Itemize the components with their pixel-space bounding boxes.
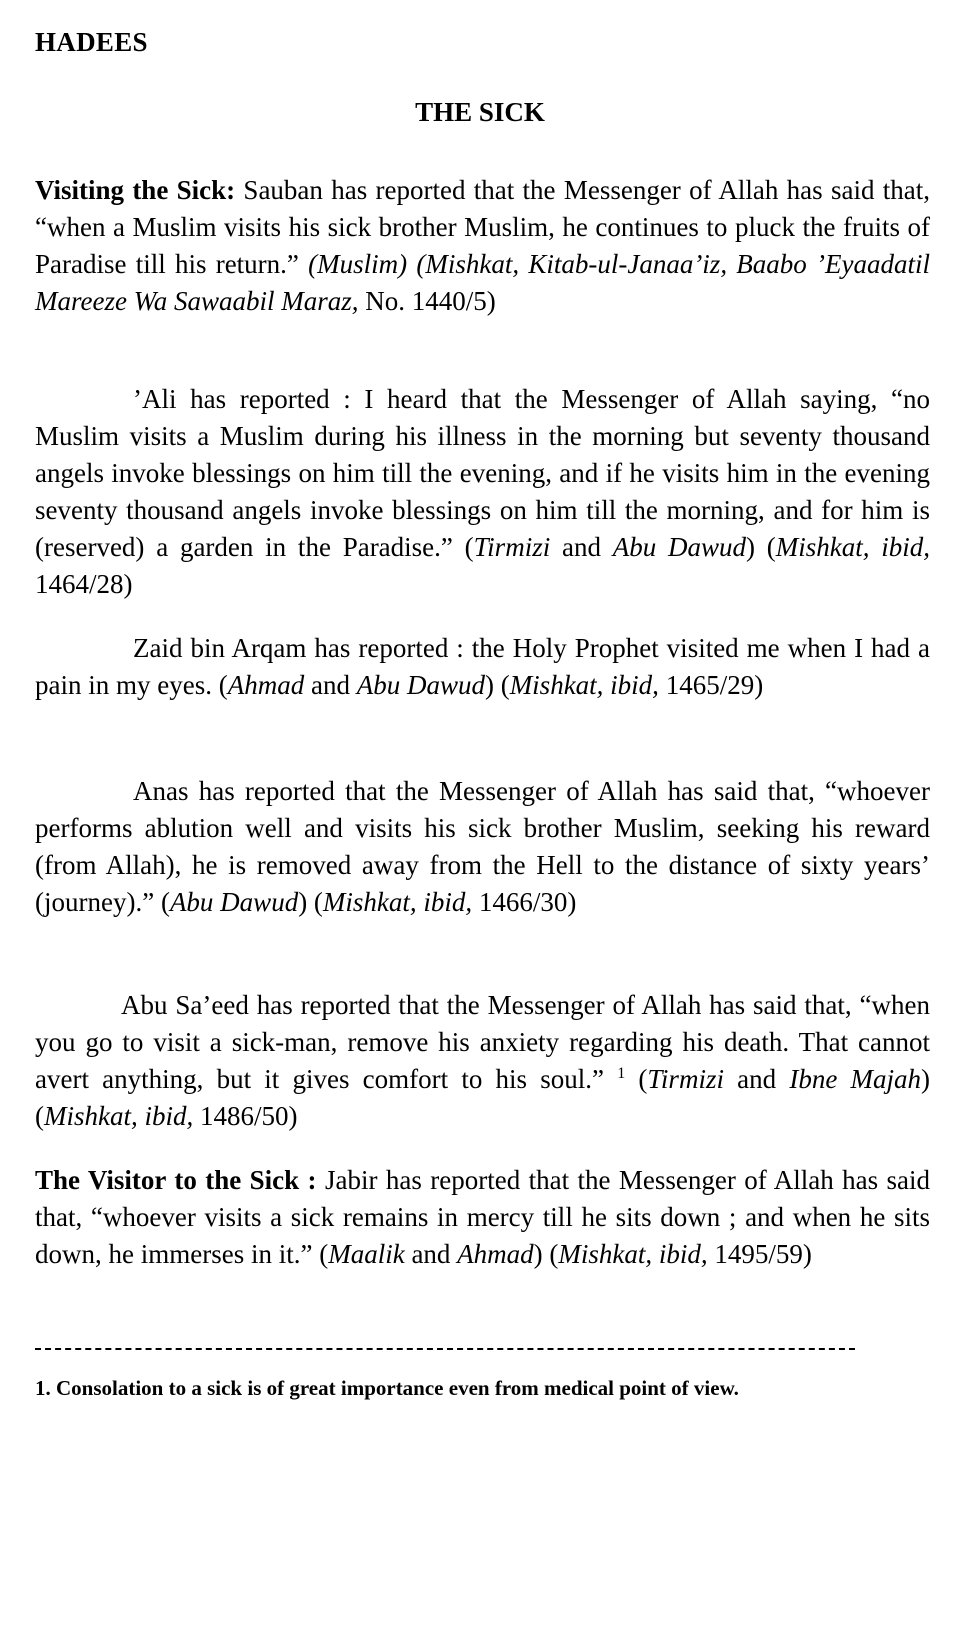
citation-source: Ahmad	[457, 1239, 534, 1269]
citation-source: Mishkat, ibid,	[322, 887, 473, 917]
paragraph-abu-saeed-report: Abu Sa’eed has reported that the Messenger of Allah has said that, “when you go to visit a sick-man, remove his anxiety regarding his death. That cannot avert anything, but it gives comfort to his soul.” $^1$ (Tirmizi and Ibne Majah) (Mishkat, ibid, 1486/50)	[35, 990, 931, 1131]
citation-number: 1465/29)	[658, 670, 764, 700]
citation-source: Tirmizi	[647, 1064, 724, 1094]
footnote-reference[interactable]: 1	[617, 1065, 626, 1082]
paragraph-anas-report: Anas has reported that the Messenger of Allah has said that, “whoever performs ablution well and visits his sick brother Muslim, seeking his reward (from Allah), he is removed away from the Hell to the distance of sixty years’ (journey).” (Abu Dawud) (Mishkat, ibid, 1466/30)	[35, 776, 930, 917]
citation-number: No. 1440/5)	[358, 286, 496, 316]
chapter-title: THE SICK	[415, 97, 545, 127]
citation-source: Mishkat, ibid,	[509, 670, 659, 700]
citation-source: Abu Dawud	[169, 887, 299, 917]
citation-source: Tirmizi	[473, 532, 551, 562]
citation-number: 1495/59)	[707, 1239, 812, 1269]
paragraph-zaid-report: Zaid bin Arqam has reported : the Holy Prophet visited me when I had a pain in my eyes. (Ahmad and Abu Dawud) (Mishkat, ibid, 1465/29)	[35, 633, 930, 700]
citation-source: Ibne Majah	[789, 1064, 922, 1094]
footnote-divider	[35, 1348, 855, 1350]
citation-source: Mishkat, ibid,	[775, 532, 931, 562]
section-heading-visiting: Visiting the Sick:	[35, 175, 236, 205]
paragraph-visiting-the-sick	[35, 172, 930, 320]
paragraph-text: Jabir has reported that the Messenger of Allah has said that, “whoever visits a sick remains in mercy till he sits down ; and when he sits down, he immerses in it.” (	[35, 1165, 930, 1269]
footnote: 1. Consolation to a sick is of great importance even from medical point of view.	[35, 1376, 739, 1400]
paragraph-text: Abu Sa’eed has reported that the Messenger of Allah has said that, “when you go to visit a sick-man, remove his anxiety regarding his death. That cannot avert anything, but it gives comfort to his soul.”	[35, 990, 930, 1094]
citation-source: Maalik	[328, 1239, 405, 1269]
citation-number: 1486/50)	[193, 1101, 298, 1131]
section-heading-visitor: The Visitor to the Sick :	[35, 1165, 317, 1195]
citation-source: Abu Dawud	[356, 670, 485, 700]
paragraph-text: Sauban has reported that the Messenger of Allah has said that, “when a Muslim visits his sick brother Muslim, he continues to pluck the fruits of Paradise till his return.”	[35, 175, 931, 279]
citation-source: (Muslim)	[308, 249, 408, 279]
book-title: HADEES	[35, 27, 148, 57]
paragraph-text: Zaid bin Arqam has reported : the Holy Prophet visited me when I had a pain in my eyes. (	[35, 633, 930, 700]
citation-number: 1464/28)	[35, 569, 133, 599]
paragraph-text: ’Ali has reported : I heard that the Messenger of Allah saying, “no Muslim visits a Muslim during his illness in the morning but seventy thousand angels invoke blessings on him till the evening, and if he visits him in the evening seventy thousand angels invoke blessings on him till the morning, and for him is (reserved) a garden in the Paradise.” (	[35, 384, 930, 562]
paragraph-text: Anas has reported that the Messenger of Allah has said that, “whoever performs ablution well and visits his sick brother Muslim, seeking his reward (from Allah), he is removed away from the Hell to the distance of sixty years’ (journey).” (	[35, 776, 930, 917]
citation-source: Abu Dawud	[612, 532, 747, 562]
citation-source: (Mishkat, Kitab-ul-Janaa’iz, Baabo ’Eyaadatil Mareeze Wa Sawaabil Maraz,	[35, 249, 931, 316]
paragraph-ali-report: ’Ali has reported : I heard that the Messenger of Allah saying, “no Muslim visits a Muslim during his illness in the morning but seventy thousand angels invoke blessings on him till the evening, and if he visits him in the evening seventy thousand angels invoke blessings on him till the morning, and for him is (reserved) a garden in the Paradise.” (Tirmizi and Abu Dawud) (Mishkat, ibid, 1464/28)	[35, 384, 931, 599]
citation-source: Mishkat, ibid,	[558, 1239, 708, 1269]
citation-source: Mishkat, ibid,	[44, 1101, 194, 1131]
paragraph-visitor-to-the-sick: The Visitor to the Sick : Jabir has reported that the Messenger of Allah has said that, “whoever visits a sick remains in mercy till he sits down ; and when he sits down, he immerses in it.” (Maalik and Ahmad) (Mishkat, ibid, 1495/59)	[35, 1165, 930, 1269]
citation-number: 1466/30)	[472, 887, 577, 917]
citation-source: Ahmad	[227, 670, 305, 700]
